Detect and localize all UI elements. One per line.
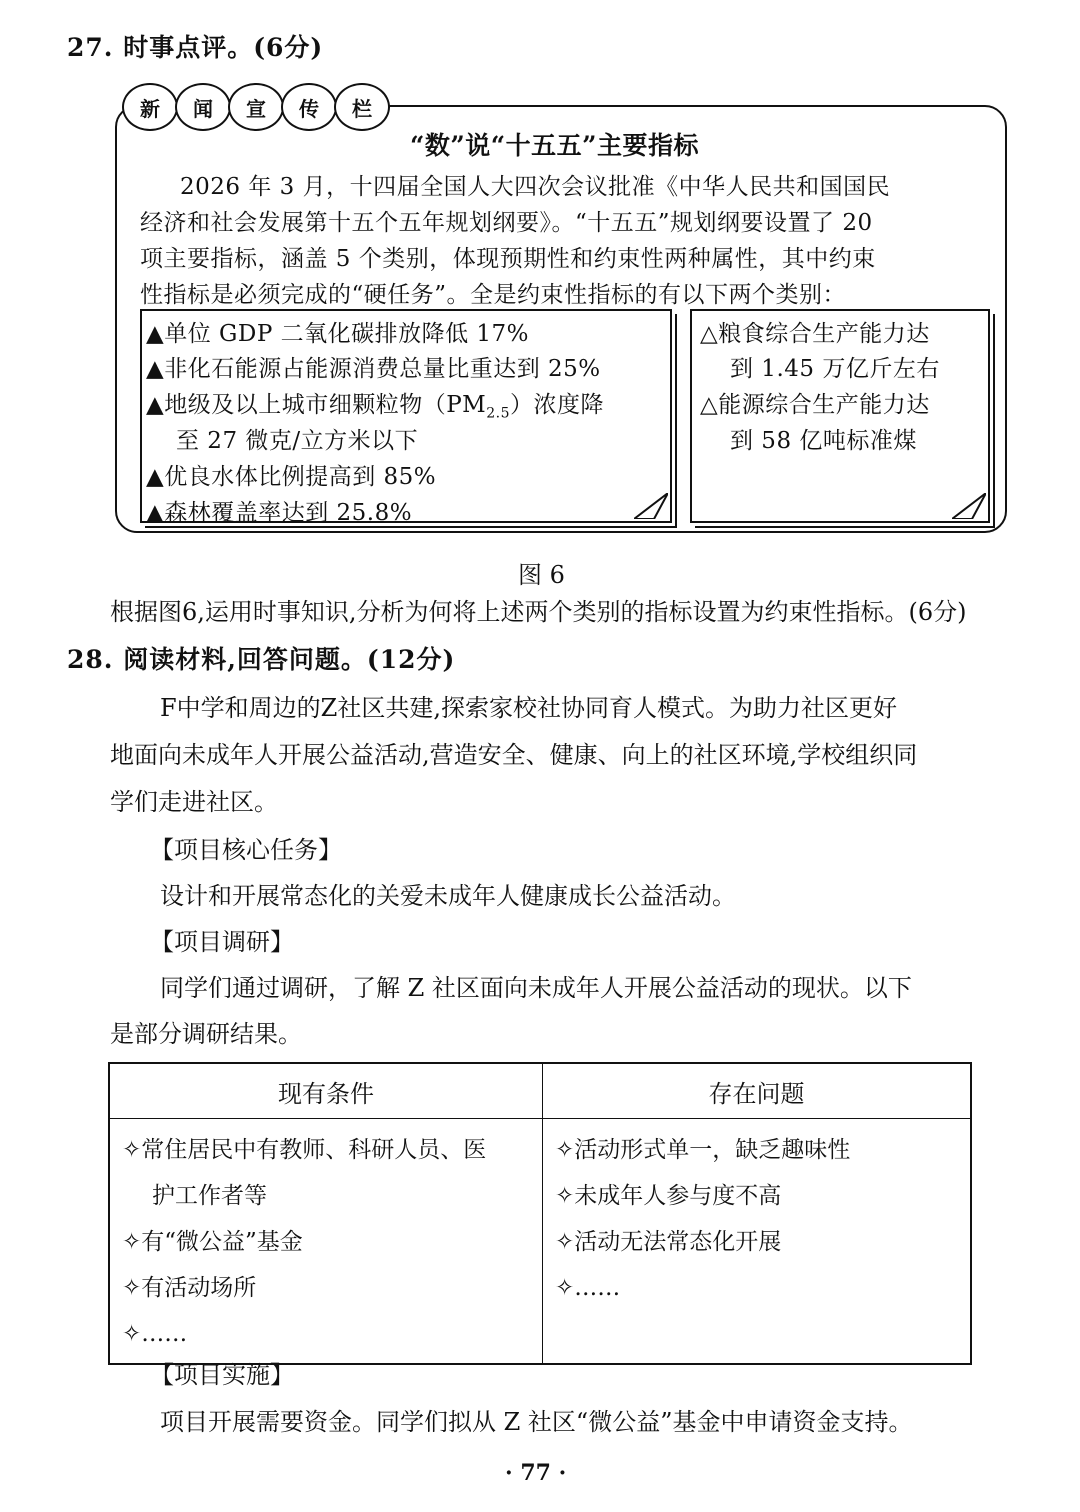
board-badge-4: 传: [281, 83, 337, 131]
left-panel-item: ▲森林覆盖率达到 25.8%: [146, 500, 413, 526]
problems-cell: [543, 1119, 972, 1365]
condition-item: 护工作者等: [152, 1183, 267, 1209]
condition-item: ✧常住居民中有教师、科研人员、医: [122, 1137, 487, 1163]
task-text: 设计和开展常态化的关爱未成年人健康成长公益活动。: [160, 882, 736, 910]
survey-heading: 【项目调研】: [150, 928, 294, 956]
left-panel-item: 至 27 微克/立方米以下: [176, 428, 419, 454]
intro-line: 学们走进社区。: [110, 788, 278, 816]
left-panel-item: [146, 386, 604, 422]
table-header-conditions: 现有条件: [109, 1063, 543, 1119]
board-badge-1: 新: [122, 83, 178, 131]
table-header-problems: 存在问题: [543, 1063, 972, 1119]
board-badge-2: 闻: [175, 83, 231, 131]
page-number: · 77 ·: [505, 1460, 567, 1486]
question-28-title: 28. 阅读材料,回答问题。(12分): [67, 645, 456, 674]
implementation-heading: 【项目实施】: [150, 1361, 294, 1389]
condition-item: ✧有活动场所: [122, 1275, 257, 1301]
pm-text-end: ）浓度降: [509, 392, 604, 418]
question-27-title: 27. 时事点评。(6分): [67, 33, 324, 62]
survey-results-table: [108, 1062, 972, 1365]
right-panel-item: 到 1.45 万亿斤左右: [730, 356, 940, 382]
problem-item: ✧未成年人参与度不高: [555, 1183, 782, 1209]
board-headline: “数”说“十五五”主要指标: [410, 131, 700, 160]
board-badge-3: 宣: [228, 83, 284, 131]
implementation-text: 项目开展需要资金。同学们拟从 Z 社区“微公益”基金中申请资金支持。: [160, 1408, 913, 1436]
left-panel-item: ▲单位 GDP 二氧化碳排放降低 17%: [146, 321, 530, 347]
right-panel-item: 到 58 亿吨标准煤: [730, 428, 917, 454]
folded-corner-icon: [634, 493, 668, 519]
board-paragraph-line: 项主要指标，涵盖 5 个类别，体现预期性和约束性两种属性，其中约束: [140, 246, 876, 272]
survey-text: 同学们通过调研，了解 Z 社区面向未成年人开展公益活动的现状。以下: [160, 974, 912, 1002]
right-panel-item: △粮食综合生产能力达: [700, 321, 930, 347]
survey-text: 是部分调研结果。: [110, 1020, 302, 1048]
board-paragraph-line: 性指标是必须完成的“硬任务”。全是约束性指标的有以下两个类别：: [140, 282, 847, 308]
problem-item: ✧活动形式单一，缺乏趣味性: [555, 1137, 851, 1163]
board-paragraph-line: 经济和社会发展第十五个五年规划纲要》。“十五五”规划纲要设置了 20: [140, 210, 873, 236]
board-paragraph-line: 2026 年 3 月，十四届全国人大四次会议批准《中华人民共和国国民: [180, 174, 891, 200]
right-panel-item: △能源综合生产能力达: [700, 392, 930, 418]
pm-subscript: 2.5: [486, 405, 510, 422]
folded-corner-icon: [952, 493, 986, 519]
question-27-prompt: 根据图6,运用时事知识,分析为何将上述两个类别的指标设置为约束性指标。(6分): [110, 598, 967, 626]
problem-item: ✧活动无法常态化开展: [555, 1229, 782, 1255]
figure-caption: 图 6: [518, 561, 565, 589]
left-panel-item: ▲优良水体比例提高到 85%: [146, 464, 437, 490]
pm-text: ▲地级及以上城市细颗粒物（PM: [146, 392, 487, 418]
conditions-cell: [109, 1119, 543, 1365]
intro-line: 地面向未成年人开展公益活动,营造安全、健康、向上的社区环境,学校组织同: [110, 741, 918, 769]
problem-item: ✧……: [555, 1275, 621, 1301]
task-heading: 【项目核心任务】: [150, 836, 342, 864]
condition-item: ✧……: [122, 1321, 188, 1347]
left-panel-item: ▲非化石能源占能源消费总量比重达到 25%: [146, 356, 601, 382]
intro-line: F中学和周边的Z社区共建,探索家校社协同育人模式。为助力社区更好: [160, 694, 897, 722]
board-badge-5: 栏: [334, 83, 390, 131]
condition-item: ✧有“微公益”基金: [122, 1229, 303, 1255]
